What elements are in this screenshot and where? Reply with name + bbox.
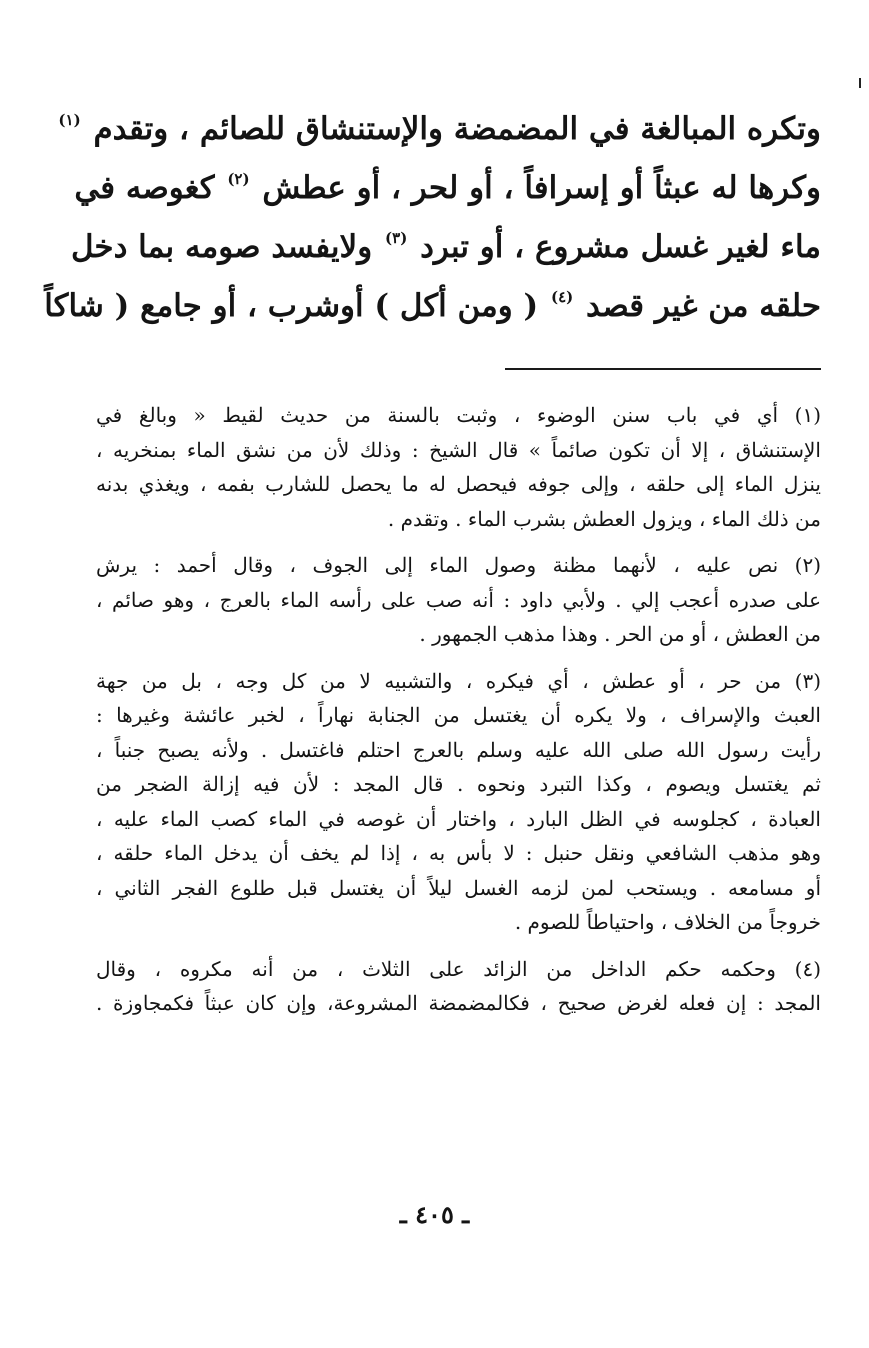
scan-mark	[859, 78, 861, 88]
footnote-line: أو مسامعه . ويستحب لمن لزمه الغسل ليلاً أن يغتسل قبل طلوع الفجر الثاني ،	[96, 875, 821, 900]
footnote-3	[96, 664, 821, 940]
main-text-segment: كغوصه في	[74, 170, 215, 206]
footnote-line: العبث والإسراف ، ولا يكره أن يغتسل من الجنابة نهاراً ، لخبر عائشة وغيرها :	[96, 703, 821, 727]
main-text-line	[70, 218, 821, 277]
main-text-segment: ولايفسد صومه بما دخل	[70, 229, 373, 265]
footnote-line: الإستنشاق ، إلا أن تكون صائماً » قال الشيخ : وذلك لأن من نشق الماء بمنخريه ،	[96, 437, 821, 462]
footnote-line: من ذلك الماء ، ويزول العطش بشرب الماء . وتقدم .	[387, 506, 821, 531]
footnote-line: على صدره أعجب إلي . ولأبي داود : أنه صب على رأسه الماء بالعرج ، وهو صائم ،	[96, 587, 821, 612]
footnote-line: المجد : إن فعله لغرض صحيح ، فكالمضمضة المشروعة، وإن كان عبثاً فكمجاوزة .	[96, 991, 821, 1015]
main-text-line	[74, 159, 821, 218]
footnote-line: ثم يغتسل ويصوم ، وكذا التبرد ونحوه . قال المجد : لأن فيه إزالة الضجر من	[96, 772, 821, 796]
footnote-line: (١) أي في باب سنن الوضوء ، وثبت بالسنة من حديث لقيط « وبالغ في	[96, 403, 821, 427]
footnote-line: العبادة ، كجلوسه في الظل البارد ، واختار أن غوصه في الماء كصب الماء عليه ،	[96, 806, 821, 831]
main-text-segment: ماء لغير غسل مشروع ، أو تبرد	[420, 229, 821, 265]
footnote-reference: (١)	[58, 111, 81, 129]
main-text-segment: ( ومن أكل ) أوشرب ، أو جامع ( شاكاً	[44, 288, 539, 324]
footnote-line: (٤) وحكمه حكم الداخل من الزائد على الثلاث ، من أنه مكروه ، وقال	[96, 956, 821, 981]
main-text-block	[44, 100, 821, 336]
footnote-reference: (٣)	[385, 229, 408, 247]
footnote-4	[96, 952, 821, 1021]
footnote-reference: (٤)	[550, 288, 574, 306]
footnote-line: ينزل الماء إلى حلقه ، وإلى جوفه فيحصل له ما يحصل للشارب بفمه ، ويغذي بدنه	[96, 472, 821, 496]
footnote-line: من العطش ، أو من الحر . وهذا مذهب الجمهور .	[419, 622, 821, 646]
footnote-reference: (٢)	[227, 170, 250, 188]
footnote-line: (٣) من حر ، أو عطش ، أي فيكره ، والتشبيه لا من كل وجه ، بل من جهة	[96, 668, 822, 693]
footnote-line: رأيت رسول الله صلى الله عليه وسلم بالعرج احتلم فاغتسل . ولأنه يصبح جنباً ،	[96, 737, 821, 762]
page-number: ـ ٤٠٥ ـ	[399, 1200, 470, 1229]
main-text-segment: وتكره المبالغة في المضمضة والإستنشاق للصائم ، وتقدم	[93, 111, 821, 147]
main-text-segment: حلقه من غير قصد	[586, 288, 821, 324]
footnote-line: (٢) نص عليه ، لأنهما مظنة وصول الماء إلى الجوف ، وقال أحمد : يرش	[96, 553, 821, 577]
footnotes-block	[96, 398, 821, 1033]
footnote-2	[96, 548, 821, 652]
footnote-1	[96, 398, 821, 536]
main-text-line	[44, 277, 821, 336]
main-text-line	[58, 100, 821, 159]
footnote-line: وهو مذهب الشافعي ونقل حنبل : لا بأس به ، إذا لم يخف أن يدخل الماء حلقه ،	[96, 841, 821, 865]
main-text-segment: وكرها له عبثاً أو إسرافاً ، أو لحر ، أو عطش	[262, 170, 821, 206]
footnote-line: خروجاً من الخلاف ، واحتياطاً للصوم .	[514, 910, 821, 934]
footnote-separator	[505, 368, 821, 370]
